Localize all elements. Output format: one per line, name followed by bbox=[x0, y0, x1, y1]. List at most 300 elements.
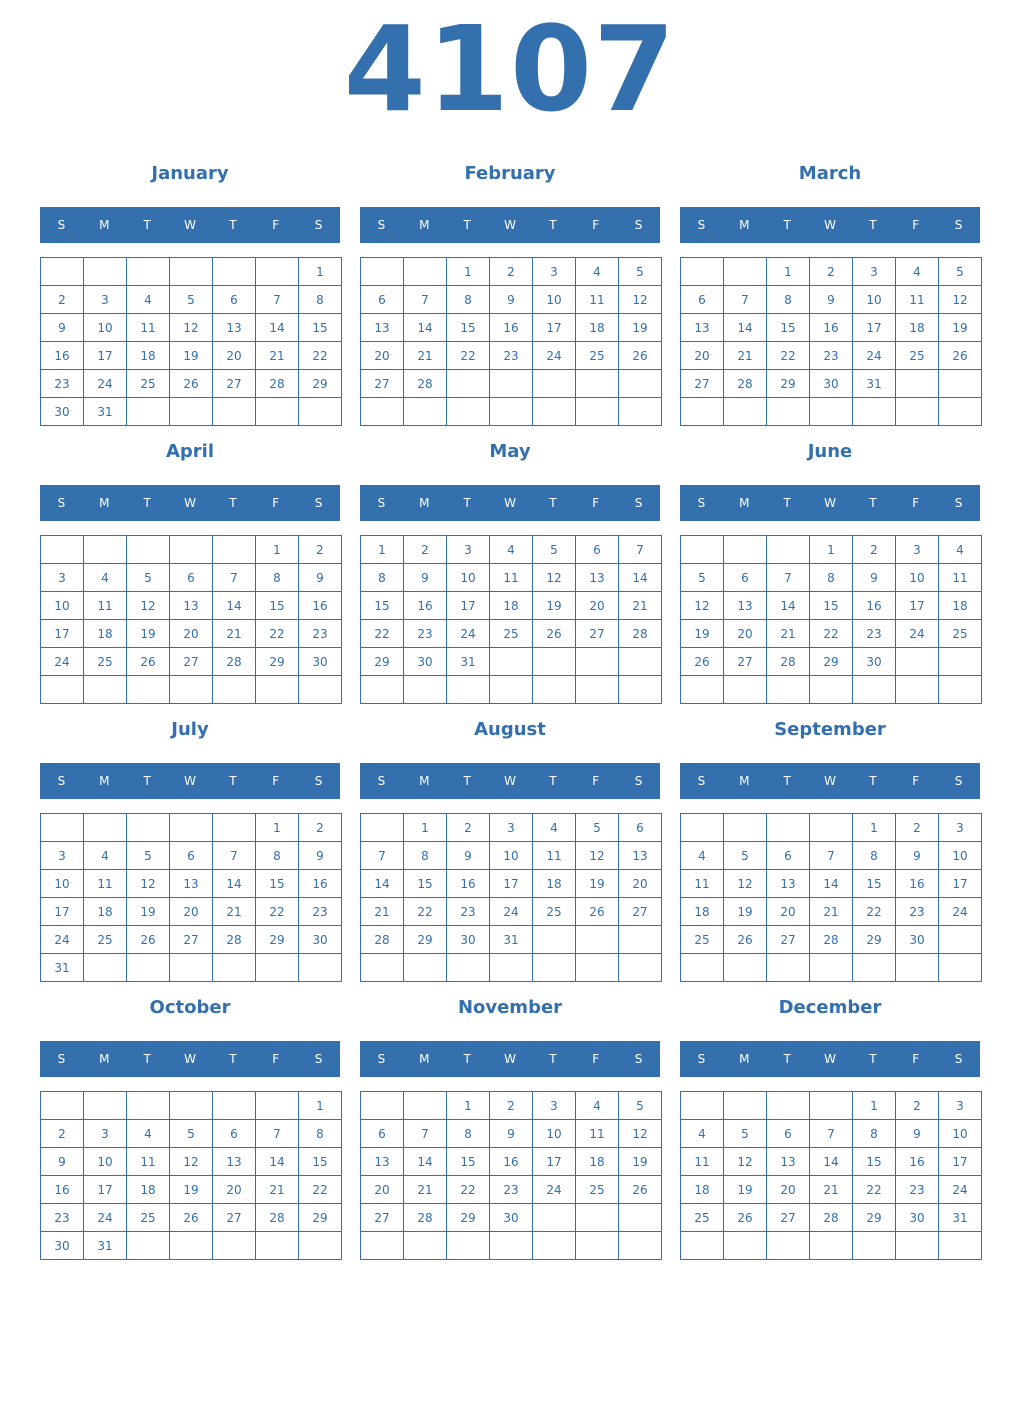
week-row bbox=[41, 842, 342, 870]
empty-day-cell bbox=[576, 676, 619, 704]
day-cell: 21 bbox=[404, 342, 447, 370]
day-cell: 10 bbox=[533, 286, 576, 314]
week-row bbox=[361, 1232, 662, 1260]
day-cell: 28 bbox=[404, 1204, 447, 1232]
day-cell: 28 bbox=[256, 370, 299, 398]
day-cell: 30 bbox=[404, 648, 447, 676]
empty-day-cell bbox=[170, 954, 213, 982]
weekday-label: S bbox=[314, 496, 323, 510]
day-cell: 16 bbox=[810, 314, 853, 342]
day-cell: 30 bbox=[896, 926, 939, 954]
week-row bbox=[361, 536, 662, 564]
day-cell: 26 bbox=[127, 926, 170, 954]
empty-day-cell bbox=[533, 954, 576, 982]
day-cell: 30 bbox=[41, 1232, 84, 1260]
day-cell: 13 bbox=[361, 314, 404, 342]
day-cell: 2 bbox=[490, 258, 533, 286]
day-cell: 31 bbox=[853, 370, 896, 398]
weekday-header bbox=[680, 1041, 980, 1077]
day-cell: 10 bbox=[41, 870, 84, 898]
day-cell: 6 bbox=[576, 536, 619, 564]
weekday-label: M bbox=[99, 774, 110, 788]
day-cell: 7 bbox=[213, 564, 256, 592]
empty-day-cell bbox=[447, 954, 490, 982]
day-cell: 17 bbox=[939, 870, 982, 898]
weekday-label: T bbox=[549, 218, 557, 232]
week-row bbox=[361, 954, 662, 982]
empty-day-cell bbox=[681, 258, 724, 286]
day-cell: 22 bbox=[853, 1176, 896, 1204]
week-row bbox=[681, 370, 982, 398]
day-cell: 24 bbox=[41, 648, 84, 676]
day-cell: 15 bbox=[447, 314, 490, 342]
day-cell: 25 bbox=[681, 1204, 724, 1232]
week-row bbox=[361, 1148, 662, 1176]
empty-day-cell bbox=[767, 814, 810, 842]
weekday-label: F bbox=[592, 218, 600, 232]
day-grid bbox=[360, 535, 662, 704]
day-cell: 8 bbox=[447, 286, 490, 314]
day-cell: 14 bbox=[767, 592, 810, 620]
day-cell: 23 bbox=[853, 620, 896, 648]
weekday-label: W bbox=[504, 496, 516, 510]
day-cell: 30 bbox=[490, 1204, 533, 1232]
week-row bbox=[41, 898, 342, 926]
month-name: December bbox=[778, 997, 882, 1018]
week-row bbox=[361, 620, 662, 648]
day-cell: 29 bbox=[299, 1204, 342, 1232]
day-cell: 10 bbox=[41, 592, 84, 620]
empty-day-cell bbox=[41, 258, 84, 286]
weekday-label: S bbox=[634, 218, 643, 232]
month-name: April bbox=[165, 441, 215, 462]
day-cell: 11 bbox=[533, 842, 576, 870]
day-cell: 4 bbox=[127, 286, 170, 314]
week-row bbox=[361, 370, 662, 398]
weekday-label: T bbox=[869, 1052, 877, 1066]
day-cell: 14 bbox=[404, 1148, 447, 1176]
empty-day-cell bbox=[724, 536, 767, 564]
day-cell: 26 bbox=[724, 926, 767, 954]
empty-day-cell bbox=[361, 814, 404, 842]
day-cell: 21 bbox=[810, 1176, 853, 1204]
day-cell: 21 bbox=[767, 620, 810, 648]
day-grid bbox=[40, 1091, 342, 1260]
empty-day-cell bbox=[41, 536, 84, 564]
empty-day-cell bbox=[170, 814, 213, 842]
empty-day-cell bbox=[170, 398, 213, 426]
day-cell: 15 bbox=[361, 592, 404, 620]
day-cell: 13 bbox=[767, 1148, 810, 1176]
day-cell: 23 bbox=[810, 342, 853, 370]
week-row bbox=[361, 870, 662, 898]
day-cell: 24 bbox=[447, 620, 490, 648]
day-cell: 30 bbox=[896, 1204, 939, 1232]
month-name: August bbox=[474, 719, 546, 740]
day-cell: 24 bbox=[84, 370, 127, 398]
day-cell: 9 bbox=[41, 1148, 84, 1176]
day-cell: 27 bbox=[213, 370, 256, 398]
week-row bbox=[361, 1204, 662, 1232]
day-cell: 22 bbox=[447, 342, 490, 370]
week-row bbox=[41, 1092, 342, 1120]
day-cell: 24 bbox=[533, 342, 576, 370]
day-cell: 10 bbox=[896, 564, 939, 592]
day-cell: 26 bbox=[170, 370, 213, 398]
day-cell: 20 bbox=[619, 870, 662, 898]
week-row bbox=[681, 1204, 982, 1232]
day-cell: 13 bbox=[576, 564, 619, 592]
week-row bbox=[41, 564, 342, 592]
day-cell: 11 bbox=[576, 286, 619, 314]
year-title: 4107 bbox=[343, 0, 677, 138]
day-cell: 28 bbox=[361, 926, 404, 954]
day-cell: 5 bbox=[576, 814, 619, 842]
day-cell: 30 bbox=[447, 926, 490, 954]
day-cell: 20 bbox=[213, 1176, 256, 1204]
day-cell: 26 bbox=[681, 648, 724, 676]
week-row bbox=[681, 648, 982, 676]
weekday-label: S bbox=[57, 218, 66, 232]
day-cell: 14 bbox=[256, 314, 299, 342]
empty-day-cell bbox=[853, 954, 896, 982]
empty-day-cell bbox=[404, 398, 447, 426]
day-cell: 8 bbox=[810, 564, 853, 592]
week-row bbox=[361, 926, 662, 954]
day-cell: 4 bbox=[84, 842, 127, 870]
weekday-label: M bbox=[99, 1052, 110, 1066]
month-name: October bbox=[149, 997, 231, 1018]
day-cell: 16 bbox=[896, 1148, 939, 1176]
empty-day-cell bbox=[256, 398, 299, 426]
day-cell: 23 bbox=[447, 898, 490, 926]
empty-day-cell bbox=[533, 1204, 576, 1232]
week-row bbox=[41, 398, 342, 426]
week-row bbox=[361, 648, 662, 676]
day-cell: 14 bbox=[213, 592, 256, 620]
day-cell: 14 bbox=[361, 870, 404, 898]
day-cell: 24 bbox=[896, 620, 939, 648]
weekday-label: S bbox=[954, 774, 963, 788]
day-cell: 12 bbox=[681, 592, 724, 620]
day-cell: 29 bbox=[447, 1204, 490, 1232]
weekday-label: W bbox=[184, 218, 196, 232]
week-row bbox=[361, 842, 662, 870]
weekday-label: S bbox=[634, 1052, 643, 1066]
day-cell: 23 bbox=[490, 342, 533, 370]
empty-day-cell bbox=[84, 258, 127, 286]
day-cell: 22 bbox=[299, 1176, 342, 1204]
week-row bbox=[681, 842, 982, 870]
day-cell: 18 bbox=[896, 314, 939, 342]
weekday-label: W bbox=[184, 1052, 196, 1066]
day-cell: 4 bbox=[896, 258, 939, 286]
weekday-label: S bbox=[697, 218, 706, 232]
day-cell: 3 bbox=[84, 286, 127, 314]
week-row bbox=[361, 1092, 662, 1120]
week-row bbox=[681, 676, 982, 704]
month-name: January bbox=[151, 163, 229, 184]
day-cell: 1 bbox=[256, 814, 299, 842]
weekday-label: S bbox=[377, 1052, 386, 1066]
day-cell: 28 bbox=[213, 926, 256, 954]
empty-day-cell bbox=[84, 814, 127, 842]
week-row bbox=[361, 398, 662, 426]
day-cell: 29 bbox=[299, 370, 342, 398]
weekday-label: S bbox=[377, 218, 386, 232]
day-cell: 24 bbox=[41, 926, 84, 954]
day-cell: 26 bbox=[533, 620, 576, 648]
day-cell: 9 bbox=[896, 842, 939, 870]
week-row bbox=[361, 258, 662, 286]
empty-day-cell bbox=[533, 398, 576, 426]
day-cell: 13 bbox=[170, 870, 213, 898]
day-cell: 9 bbox=[810, 286, 853, 314]
day-cell: 16 bbox=[404, 592, 447, 620]
week-row bbox=[681, 926, 982, 954]
empty-day-cell bbox=[170, 536, 213, 564]
day-cell: 15 bbox=[256, 592, 299, 620]
day-grid bbox=[360, 813, 662, 982]
day-cell: 21 bbox=[724, 342, 767, 370]
weekday-label: T bbox=[229, 1052, 237, 1066]
day-cell: 9 bbox=[490, 1120, 533, 1148]
weekday-label: W bbox=[504, 1052, 516, 1066]
empty-day-cell bbox=[170, 676, 213, 704]
day-cell: 10 bbox=[939, 1120, 982, 1148]
day-cell: 5 bbox=[724, 842, 767, 870]
empty-day-cell bbox=[213, 1092, 256, 1120]
day-cell: 29 bbox=[853, 926, 896, 954]
empty-day-cell bbox=[767, 536, 810, 564]
day-cell: 3 bbox=[41, 842, 84, 870]
week-row bbox=[681, 536, 982, 564]
day-cell: 25 bbox=[576, 342, 619, 370]
day-cell: 9 bbox=[404, 564, 447, 592]
day-cell: 3 bbox=[41, 564, 84, 592]
day-cell: 2 bbox=[896, 814, 939, 842]
day-cell: 2 bbox=[299, 536, 342, 564]
empty-day-cell bbox=[41, 1092, 84, 1120]
day-cell: 24 bbox=[853, 342, 896, 370]
empty-day-cell bbox=[299, 954, 342, 982]
empty-day-cell bbox=[724, 258, 767, 286]
day-cell: 1 bbox=[767, 258, 810, 286]
weekday-label: T bbox=[463, 774, 471, 788]
day-cell: 23 bbox=[490, 1176, 533, 1204]
day-cell: 6 bbox=[170, 842, 213, 870]
empty-day-cell bbox=[619, 1232, 662, 1260]
empty-day-cell bbox=[576, 398, 619, 426]
day-cell: 25 bbox=[939, 620, 982, 648]
weekday-label: W bbox=[504, 774, 516, 788]
day-cell: 20 bbox=[767, 1176, 810, 1204]
day-cell: 14 bbox=[213, 870, 256, 898]
weekday-label: S bbox=[954, 1052, 963, 1066]
empty-day-cell bbox=[767, 954, 810, 982]
day-cell: 6 bbox=[170, 564, 213, 592]
day-cell: 21 bbox=[810, 898, 853, 926]
day-cell: 22 bbox=[810, 620, 853, 648]
day-cell: 7 bbox=[256, 1120, 299, 1148]
day-cell: 18 bbox=[576, 1148, 619, 1176]
weekday-header bbox=[680, 485, 980, 521]
empty-day-cell bbox=[810, 814, 853, 842]
day-cell: 1 bbox=[853, 814, 896, 842]
day-cell: 19 bbox=[127, 620, 170, 648]
weekday-label: S bbox=[57, 496, 66, 510]
day-cell: 8 bbox=[404, 842, 447, 870]
day-cell: 8 bbox=[853, 1120, 896, 1148]
weekday-label: S bbox=[57, 774, 66, 788]
day-cell: 26 bbox=[939, 342, 982, 370]
day-cell: 12 bbox=[619, 286, 662, 314]
day-cell: 19 bbox=[724, 1176, 767, 1204]
day-cell: 11 bbox=[896, 286, 939, 314]
empty-day-cell bbox=[490, 370, 533, 398]
day-cell: 13 bbox=[213, 1148, 256, 1176]
week-row bbox=[361, 1176, 662, 1204]
day-cell: 12 bbox=[576, 842, 619, 870]
week-row bbox=[41, 676, 342, 704]
day-cell: 13 bbox=[170, 592, 213, 620]
empty-day-cell bbox=[361, 1092, 404, 1120]
week-row bbox=[361, 1120, 662, 1148]
empty-day-cell bbox=[939, 370, 982, 398]
week-row bbox=[681, 592, 982, 620]
day-cell: 22 bbox=[299, 342, 342, 370]
week-row bbox=[681, 258, 982, 286]
weekday-label: F bbox=[272, 1052, 280, 1066]
day-cell: 11 bbox=[681, 870, 724, 898]
day-cell: 16 bbox=[853, 592, 896, 620]
day-cell: 25 bbox=[84, 648, 127, 676]
day-cell: 7 bbox=[404, 1120, 447, 1148]
day-cell: 22 bbox=[447, 1176, 490, 1204]
weekday-label: T bbox=[783, 218, 791, 232]
empty-day-cell bbox=[84, 954, 127, 982]
empty-day-cell bbox=[490, 954, 533, 982]
day-cell: 27 bbox=[170, 648, 213, 676]
day-cell: 30 bbox=[41, 398, 84, 426]
day-cell: 30 bbox=[853, 648, 896, 676]
month-name: July bbox=[171, 719, 209, 740]
day-cell: 9 bbox=[490, 286, 533, 314]
day-cell: 2 bbox=[810, 258, 853, 286]
day-cell: 7 bbox=[361, 842, 404, 870]
day-cell: 31 bbox=[490, 926, 533, 954]
empty-day-cell bbox=[810, 398, 853, 426]
day-cell: 11 bbox=[84, 870, 127, 898]
empty-day-cell bbox=[404, 954, 447, 982]
empty-day-cell bbox=[41, 676, 84, 704]
empty-day-cell bbox=[810, 1232, 853, 1260]
weekday-label: M bbox=[419, 774, 430, 788]
day-cell: 11 bbox=[939, 564, 982, 592]
empty-day-cell bbox=[896, 1232, 939, 1260]
week-row bbox=[41, 1120, 342, 1148]
day-cell: 3 bbox=[490, 814, 533, 842]
empty-day-cell bbox=[939, 398, 982, 426]
day-cell: 18 bbox=[681, 1176, 724, 1204]
day-cell: 17 bbox=[939, 1148, 982, 1176]
day-cell: 15 bbox=[853, 1148, 896, 1176]
day-cell: 6 bbox=[361, 286, 404, 314]
day-cell: 4 bbox=[576, 258, 619, 286]
day-cell: 14 bbox=[810, 1148, 853, 1176]
empty-day-cell bbox=[576, 648, 619, 676]
day-cell: 19 bbox=[939, 314, 982, 342]
empty-day-cell bbox=[619, 954, 662, 982]
day-cell: 18 bbox=[939, 592, 982, 620]
day-cell: 11 bbox=[84, 592, 127, 620]
day-cell: 7 bbox=[767, 564, 810, 592]
day-cell: 30 bbox=[810, 370, 853, 398]
day-cell: 12 bbox=[127, 870, 170, 898]
day-cell: 9 bbox=[853, 564, 896, 592]
empty-day-cell bbox=[41, 814, 84, 842]
week-row bbox=[361, 676, 662, 704]
day-cell: 19 bbox=[170, 1176, 213, 1204]
day-cell: 22 bbox=[361, 620, 404, 648]
weekday-label: M bbox=[739, 774, 750, 788]
week-row bbox=[681, 314, 982, 342]
weekday-label: W bbox=[824, 1052, 836, 1066]
day-cell: 21 bbox=[213, 620, 256, 648]
day-cell: 23 bbox=[299, 898, 342, 926]
day-cell: 24 bbox=[533, 1176, 576, 1204]
day-cell: 6 bbox=[767, 1120, 810, 1148]
weekday-label: T bbox=[143, 496, 151, 510]
empty-day-cell bbox=[170, 258, 213, 286]
week-row bbox=[41, 954, 342, 982]
empty-day-cell bbox=[404, 258, 447, 286]
day-cell: 5 bbox=[681, 564, 724, 592]
empty-day-cell bbox=[619, 1204, 662, 1232]
empty-day-cell bbox=[576, 1204, 619, 1232]
day-cell: 26 bbox=[576, 898, 619, 926]
week-row bbox=[41, 314, 342, 342]
day-cell: 5 bbox=[619, 1092, 662, 1120]
day-cell: 20 bbox=[213, 342, 256, 370]
weekday-label: S bbox=[314, 218, 323, 232]
week-row bbox=[41, 1148, 342, 1176]
week-row bbox=[41, 648, 342, 676]
day-cell: 10 bbox=[853, 286, 896, 314]
day-cell: 5 bbox=[127, 564, 170, 592]
day-cell: 18 bbox=[84, 898, 127, 926]
empty-day-cell bbox=[681, 1092, 724, 1120]
day-grid bbox=[680, 1091, 982, 1260]
day-cell: 18 bbox=[84, 620, 127, 648]
week-row bbox=[361, 564, 662, 592]
weekday-label: T bbox=[229, 218, 237, 232]
week-row bbox=[361, 286, 662, 314]
day-cell: 6 bbox=[213, 1120, 256, 1148]
day-cell: 25 bbox=[84, 926, 127, 954]
day-cell: 3 bbox=[939, 1092, 982, 1120]
day-cell: 16 bbox=[447, 870, 490, 898]
empty-day-cell bbox=[681, 814, 724, 842]
week-row bbox=[681, 1120, 982, 1148]
day-cell: 4 bbox=[939, 536, 982, 564]
week-row bbox=[681, 1176, 982, 1204]
day-cell: 4 bbox=[681, 1120, 724, 1148]
day-cell: 26 bbox=[170, 1204, 213, 1232]
day-cell: 20 bbox=[576, 592, 619, 620]
day-cell: 3 bbox=[533, 258, 576, 286]
empty-day-cell bbox=[724, 814, 767, 842]
